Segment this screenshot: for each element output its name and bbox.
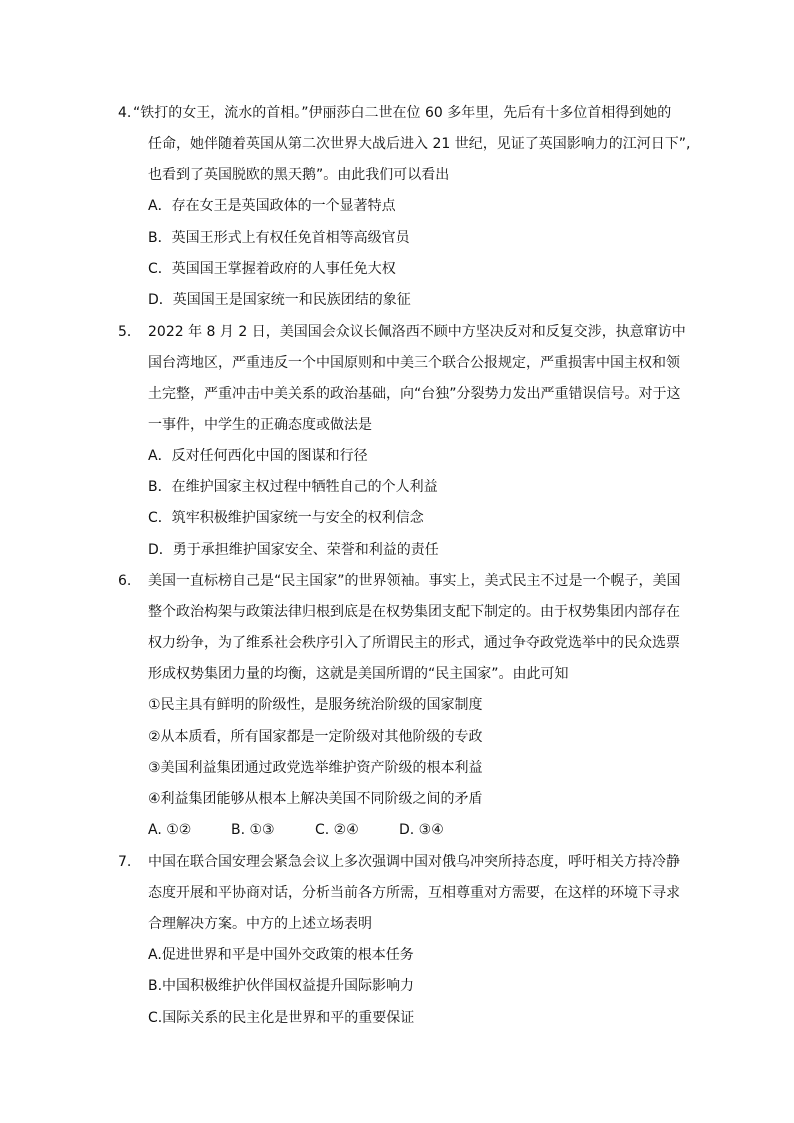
option-d: D．英国国王是国家统一和民族团结的象征 xyxy=(148,292,411,308)
question-text-line: 权力纷争，为了维系社会秩序引入了所谓民主的形式，通过争夺政党选举中的民众选票 xyxy=(148,635,680,651)
question-text-line: 一事件，中学生的正确态度或做法是 xyxy=(148,417,372,433)
question-number: 4. xyxy=(118,105,132,121)
choice-a: A. ①② xyxy=(148,822,192,838)
question-number: 6. xyxy=(118,573,132,589)
question-text-line: 中国在联合国安理会紧急会议上多次强调中国对俄乌冲突所持态度，呼吁相关方持冷静 xyxy=(148,854,680,870)
option-c: C.国际关系的民主化是世界和平的重要保证 xyxy=(148,1010,415,1026)
statement-2: ②从本质看，所有国家都是一定阶级对其他阶级的专政 xyxy=(148,729,483,745)
option-d: D．勇于承担维护国家安全、荣誉和利益的责任 xyxy=(148,542,439,558)
question-text-line: “铁打的女王，流水的首相。”伊丽莎白二世在位 60 多年里，先后有十多位首相得到她的 xyxy=(133,105,672,121)
choice-c: C. ②④ xyxy=(315,822,359,838)
question-text-line: 美国一直标榜自己是“民主国家”的世界领袖。事实上，美式民主不过是一个幌子，美国 xyxy=(148,573,681,589)
choice-d: D. ③④ xyxy=(399,822,444,838)
question-text-line: 整个政治构架与政策法律归根到底是在权势集团支配下制定的。由于权势集团内部存在 xyxy=(148,604,680,620)
option-a: A.促进世界和平是中国外交政策的根本任务 xyxy=(148,947,414,963)
option-b: B．在维护国家主权过程中牺牲自己的个人利益 xyxy=(148,479,438,495)
option-c: C．筑牢积极维护国家统一与安全的权利信念 xyxy=(148,510,424,526)
option-b: B.中国积极维护伙伴国权益提升国际影响力 xyxy=(148,978,415,994)
question-number: 7. xyxy=(118,854,132,870)
question-text-line: 合理解决方案。中方的上述立场表明 xyxy=(148,916,372,932)
choice-b: B. ①③ xyxy=(231,822,275,838)
question-number: 5． xyxy=(118,324,141,340)
question-text-line: 任命，她伴随着英国从第二次世界大战后进入 21 世纪，见证了英国影响力的江河日下”, xyxy=(148,136,691,152)
option-a: A．存在女王是英国政体的一个显著特点 xyxy=(148,198,396,214)
question-text-line: 2022 年 8 月 2 日，美国国会众议长佩洛西不顾中方坚决反对和反复交涉，执意窜访中 xyxy=(148,324,686,340)
option-b: B．英国王形式上有权任免首相等高级官员 xyxy=(148,230,410,246)
statement-4: ④利益集团能够从根本上解决美国不同阶级之间的矛盾 xyxy=(148,791,483,807)
question-text-line: 国台湾地区，严重违反一个中国原则和中美三个联合公报规定，严重损害中国主权和领 xyxy=(148,355,680,371)
option-c: C．英国国王掌握着政府的人事任免大权 xyxy=(148,261,396,277)
question-text-line: 态度开展和平协商对话，分析当前各方所需，互相尊重对方需要，在这样的环境下寻求 xyxy=(148,885,680,901)
statement-1: ①民主具有鲜明的阶级性，是服务统治阶级的国家制度 xyxy=(148,697,483,713)
question-text-line: 也看到了英国脱欧的黑天鹅”。由此我们可以看出 xyxy=(148,167,450,183)
option-a: A．反对任何西化中国的图谋和行径 xyxy=(148,448,368,464)
statement-3: ③美国利益集团通过政党选举维护资产阶级的根本利益 xyxy=(148,760,483,776)
question-text-line: 形成权势集团力量的均衡，这就是美国所谓的“民主国家”。由此可知 xyxy=(148,666,569,682)
question-text-line: 土完整，严重冲击中美关系的政治基础，向“台独”分裂势力发出严重错误信号。对于这 xyxy=(148,386,681,402)
